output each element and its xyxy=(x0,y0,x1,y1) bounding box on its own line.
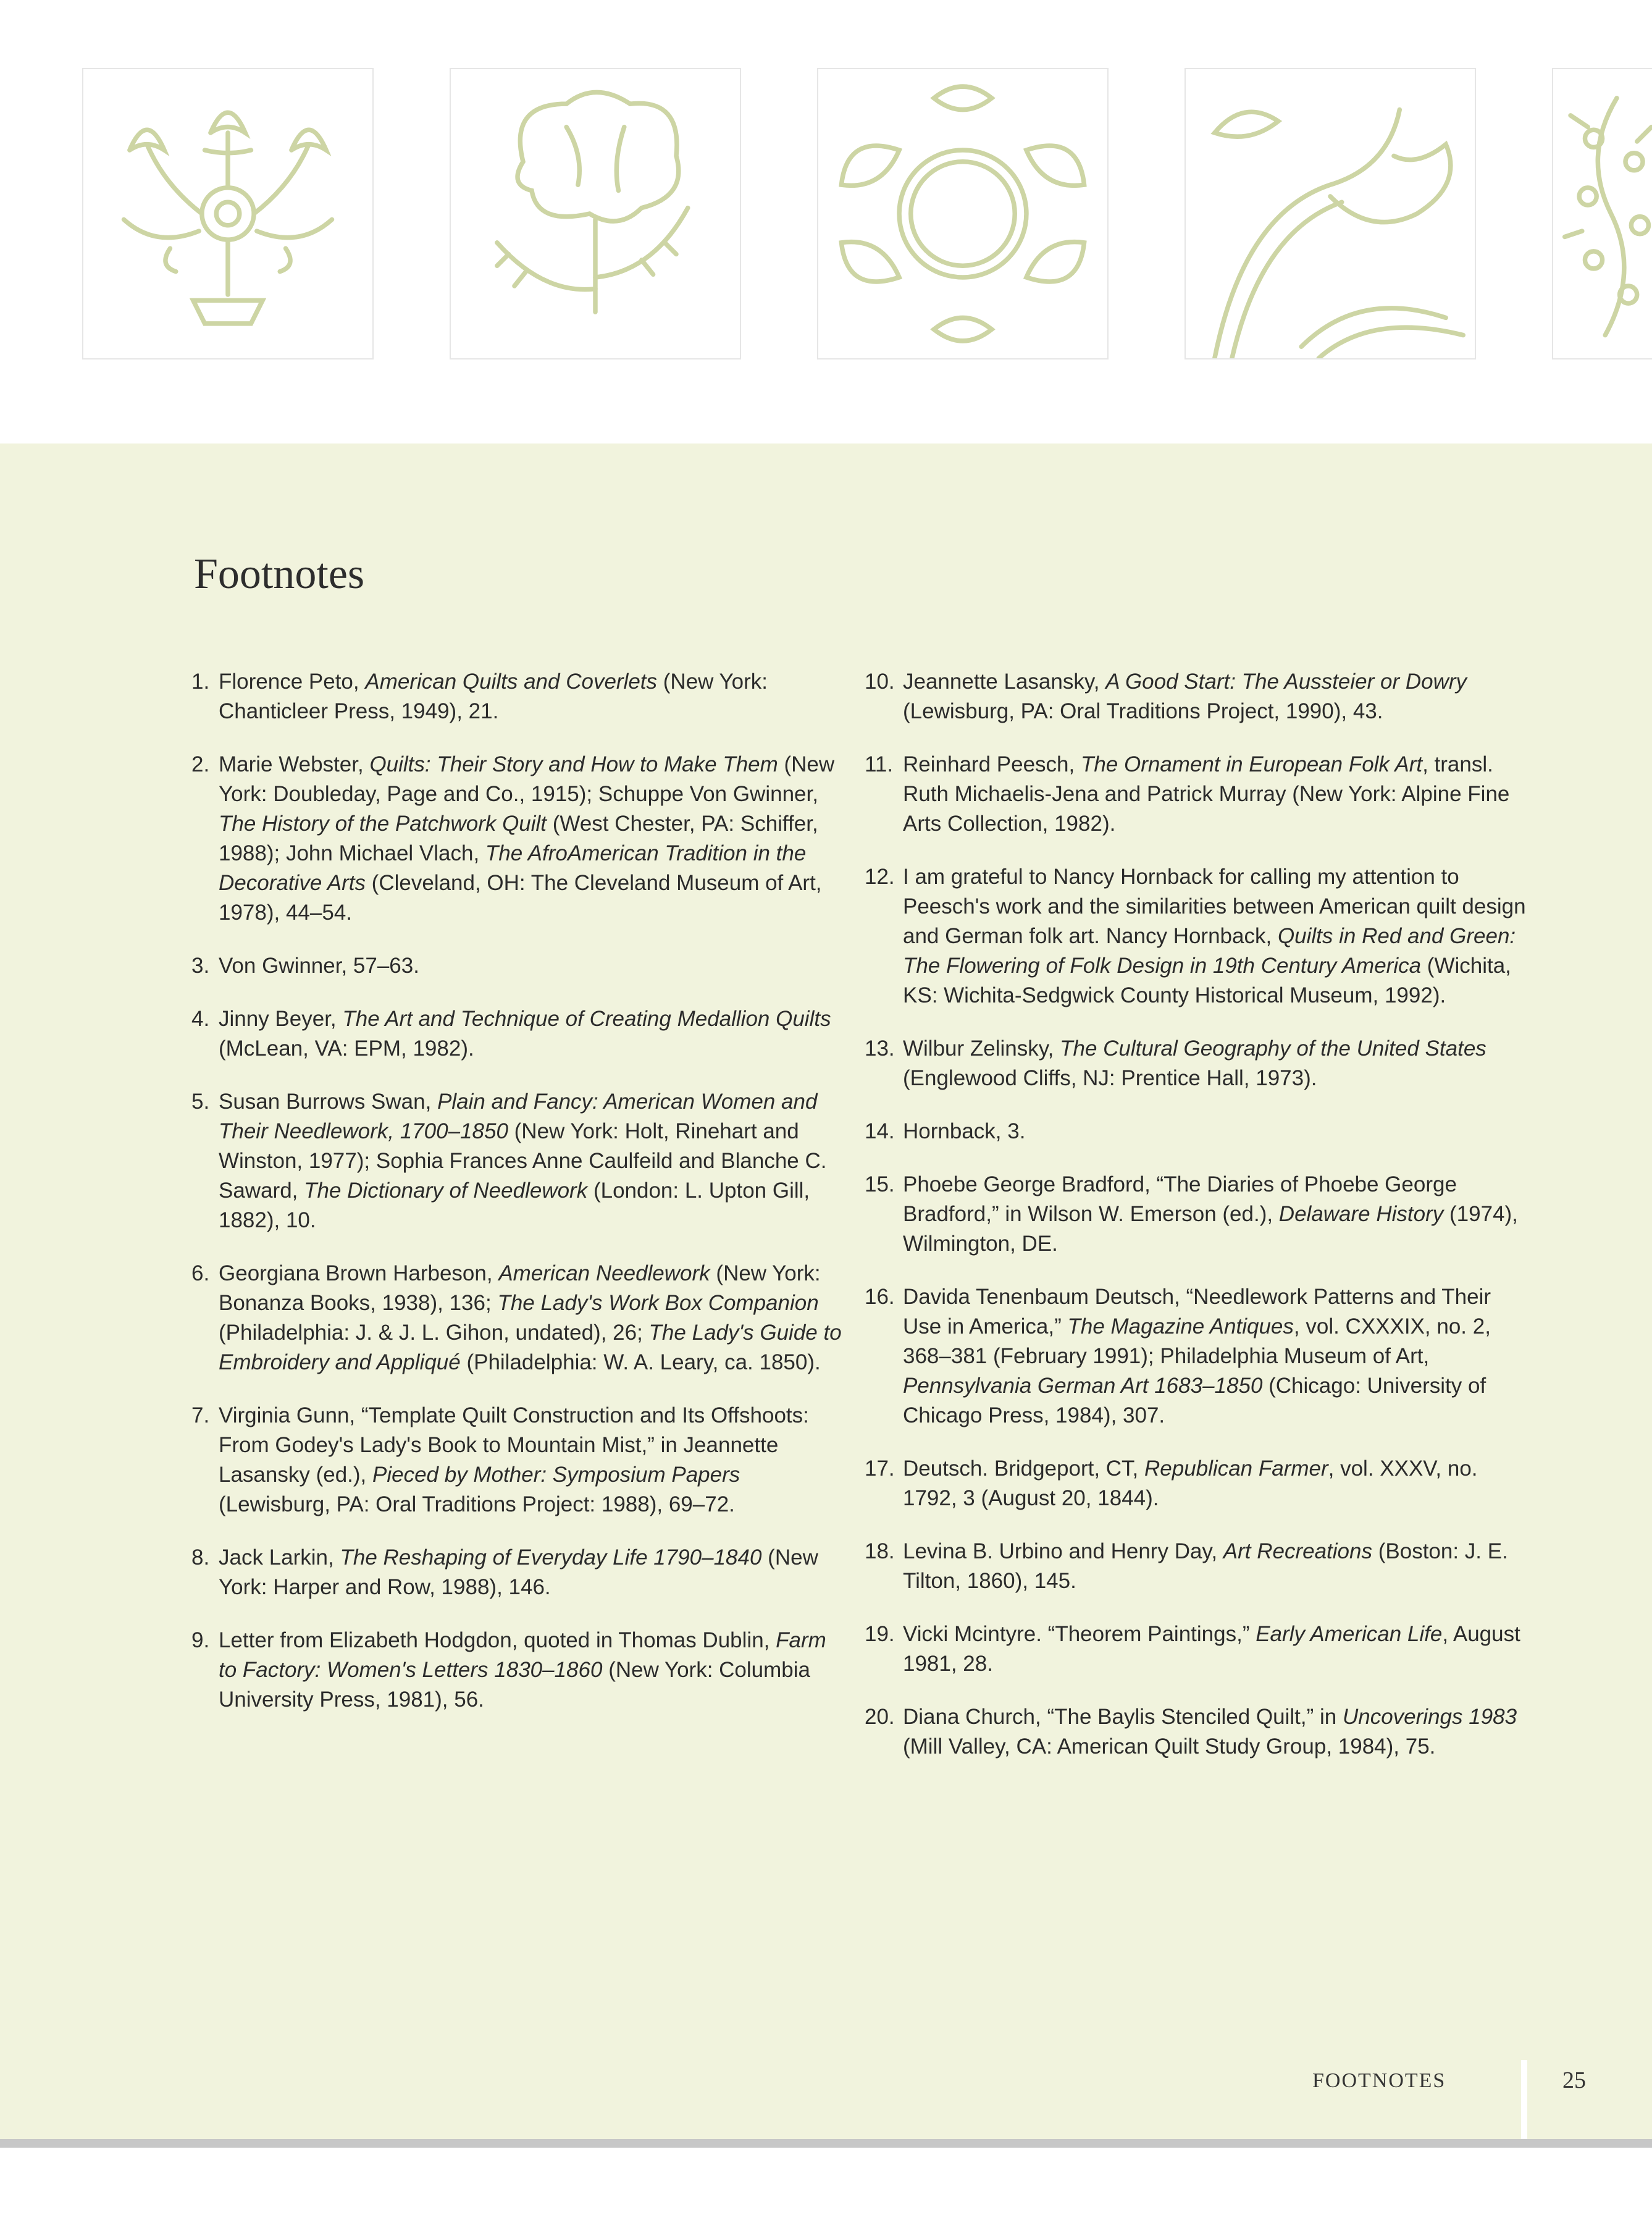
footnote-title: American Needlework xyxy=(498,1261,710,1285)
bottom-margin xyxy=(0,2148,1652,2236)
footnote-text: I am grateful to Nancy Hornback for calling my attention to Peesch's work and the similarities between American quilt design and German folk art. Nancy Hornback, xyxy=(903,865,1526,948)
footnote-text: (Cleveland, OH: The Cleveland Museum of Art, 1978), 44–54. xyxy=(219,871,822,925)
footer-divider xyxy=(1521,2060,1527,2139)
footnote-text: (Chicago: University of Chicago Press, 1984), 307. xyxy=(903,1374,1486,1427)
footnote-title: Pennsylvania German Art 1683–1850 xyxy=(903,1374,1263,1398)
footnote-title: Art Recreations xyxy=(1223,1539,1372,1563)
footnote-number: 4. xyxy=(191,1007,210,1031)
footnote-text: Hornback, 3. xyxy=(903,1119,1026,1143)
footnote-text: Wilbur Zelinsky, xyxy=(903,1036,1060,1061)
footnote-text: Von Gwinner, 57–63. xyxy=(219,954,419,978)
footnote-text: (New York: Holt, Rinehart and Winston, 1977); Sophia Frances Anne Caulfeild and Blanche C. Saward, xyxy=(219,1119,827,1203)
footnote-text: (New York: Bonanza Books, 1938), 136; xyxy=(219,1261,821,1315)
footnote-text: (McLean, VA: EPM, 1982). xyxy=(219,1036,474,1061)
footnote-item xyxy=(191,667,849,726)
footnote-text: (New York: Harper and Row, 1988), 146. xyxy=(219,1545,818,1599)
footnote-number: 2. xyxy=(191,752,210,776)
footnote-text: (Philadelphia: W. A. Leary, ca. 1850). xyxy=(460,1350,821,1374)
footnote-text: (1974), Wilmington, DE. xyxy=(903,1202,1518,1256)
footnote-number: 6. xyxy=(191,1261,210,1285)
footnote-number: 3. xyxy=(191,954,210,978)
footnote-title: Quilts in Red and Green: The Flowering of Folk Design in 19th Century America xyxy=(903,924,1516,978)
footnote-text: Virginia Gunn, “Template Quilt Construction and Its Offshoots: From Godey's Lady's Book to Mountain Mist,” in Jeannette Lasansky (ed.), xyxy=(219,1403,809,1487)
footnote-text: , vol. CXXXIX, no. 2, 368–381 (February 1991); Philadelphia Museum of Art, xyxy=(903,1314,1491,1368)
page-number: 25 xyxy=(1562,2067,1586,2093)
footnote-text: Georgiana Brown Harbeson, xyxy=(219,1261,499,1285)
footnote-number: 9. xyxy=(191,1628,210,1652)
footnote-item xyxy=(865,1034,1535,1093)
footnote-item xyxy=(865,667,1535,726)
footnote-text: Phoebe George Bradford, “The Diaries of Phoebe George Bradford,” in Wilson W. Emerson (ed.), xyxy=(903,1172,1457,1226)
footnote-text: Reinhard Peesch, xyxy=(903,752,1081,776)
tulip-flower-quilt-pattern-icon xyxy=(450,68,741,359)
circle-leaf-wreath-quilt-pattern-icon xyxy=(817,68,1109,359)
footnote-item xyxy=(865,1537,1535,1596)
footnote-title: American Quilts and Coverlets xyxy=(365,670,658,694)
bottom-rule xyxy=(0,2139,1652,2148)
footnote-text: Jinny Beyer, xyxy=(219,1007,343,1031)
footnote-text: Jeannette Lasansky, xyxy=(903,670,1106,694)
footnote-text: Levina B. Urbino and Henry Day, xyxy=(903,1539,1223,1563)
vine-berry-quilt-pattern-icon xyxy=(1552,68,1652,359)
footnote-number: 13. xyxy=(865,1036,895,1061)
footnote-item xyxy=(191,1259,849,1377)
footnote-item xyxy=(191,951,849,981)
footnotes-column-right xyxy=(865,667,1535,1785)
footnote-title: The History of the Patchwork Quilt xyxy=(219,812,547,836)
footnote-title: The Lady's Guide to Embroidery and Appliqué xyxy=(219,1321,842,1374)
pattern-strip xyxy=(0,0,1652,443)
footnote-text: (Lewisburg, PA: Oral Traditions Project, 1990), 43. xyxy=(903,699,1383,723)
floral-vase-quilt-pattern-icon xyxy=(82,68,374,359)
footnote-number: 12. xyxy=(865,865,895,889)
footnote-title: Farm to Factory: Women's Letters 1830–1860 xyxy=(219,1628,826,1682)
footnote-text: (Philadelphia: J. & J. L. Gihon, undated), 26; xyxy=(219,1321,649,1345)
footnote-text: (Wichita, KS: Wichita-Sedgwick County Historical Museum, 1992). xyxy=(903,954,1511,1007)
footnote-text: (London: L. Upton Gill, 1882), 10. xyxy=(219,1179,810,1232)
footnote-title: Early American Life xyxy=(1256,1622,1443,1646)
footnote-number: 16. xyxy=(865,1285,895,1309)
footnote-item xyxy=(865,750,1535,839)
footnote-title: Quilts: Their Story and How to Make Them xyxy=(369,752,778,776)
footnote-text: , August 1981, 28. xyxy=(903,1622,1520,1676)
footnote-number: 20. xyxy=(865,1705,895,1729)
footnote-text: Jack Larkin, xyxy=(219,1545,340,1570)
footnote-title: Plain and Fancy: American Women and Their Needlework, 1700–1850 xyxy=(219,1090,818,1143)
footnote-title: A Good Start: The Aussteier or Dowry xyxy=(1105,670,1467,694)
footnote-text: Vicki Mcintyre. “Theorem Paintings,” xyxy=(903,1622,1256,1646)
footnote-number: 15. xyxy=(865,1172,895,1196)
footnote-title: Uncoverings 1983 xyxy=(1342,1705,1517,1729)
footnote-item xyxy=(865,1117,1535,1146)
footnote-item xyxy=(191,1087,849,1235)
footnote-text: (West Chester, PA: Schiffer, 1988); John Michael Vlach, xyxy=(219,812,818,865)
footnote-title: The Lady's Work Box Companion xyxy=(497,1291,819,1315)
footnote-title: Delaware History xyxy=(1278,1202,1444,1226)
footnote-text: Deutsch. Bridgeport, CT, xyxy=(903,1456,1144,1481)
footnote-number: 18. xyxy=(865,1539,895,1563)
footnote-item xyxy=(191,1626,849,1715)
page-title: Footnotes xyxy=(194,550,365,598)
footnote-item xyxy=(865,1170,1535,1259)
footnote-item xyxy=(191,750,849,928)
footnote-text: , vol. XXXV, no. 1792, 3 (August 20, 1844). xyxy=(903,1456,1478,1510)
footnote-item xyxy=(865,1282,1535,1431)
footnote-number: 7. xyxy=(191,1403,210,1427)
footnote-title: The Magazine Antiques xyxy=(1067,1314,1294,1339)
footnote-text: Susan Burrows Swan, xyxy=(219,1090,438,1114)
footnote-text: Diana Church, “The Baylis Stenciled Quilt,” in xyxy=(903,1705,1343,1729)
footnote-text: (New York: Columbia University Press, 1981), 56. xyxy=(219,1658,811,1712)
footnote-text: Florence Peto, xyxy=(219,670,366,694)
footnote-number: 17. xyxy=(865,1456,895,1481)
footnote-item xyxy=(191,1543,849,1602)
footnote-number: 19. xyxy=(865,1622,895,1646)
footnote-title: Republican Farmer xyxy=(1144,1456,1328,1481)
footnote-title: Pieced by Mother: Symposium Papers xyxy=(372,1463,740,1487)
footnote-item xyxy=(191,1004,849,1064)
footnote-title: The Cultural Geography of the United States xyxy=(1060,1036,1486,1061)
footnote-number: 10. xyxy=(865,670,895,694)
footnote-number: 11. xyxy=(865,752,894,776)
footnote-number: 14. xyxy=(865,1119,895,1143)
curved-stem-lily-quilt-pattern-icon xyxy=(1184,68,1476,359)
footnote-title: The AfroAmerican Tradition in the Decorative Arts xyxy=(219,841,807,895)
footnote-item xyxy=(865,1454,1535,1513)
footnote-text: (Boston: J. E. Tilton, 1860), 145. xyxy=(903,1539,1508,1593)
footnote-title: The Dictionary of Needlework xyxy=(304,1179,588,1203)
footnote-title: The Art and Technique of Creating Medallion Quilts xyxy=(342,1007,831,1031)
footnote-item xyxy=(865,1702,1535,1762)
footnote-number: 1. xyxy=(191,670,210,694)
footnote-title: The Ornament in European Folk Art xyxy=(1080,752,1423,776)
footnote-text: , transl. Ruth Michaelis-Jena and Patrick Murray (New York: Alpine Fine Arts Collection, 1982). xyxy=(903,752,1510,836)
footnote-number: 5. xyxy=(191,1090,210,1114)
footnote-text: (New York: Doubleday, Page and Co., 1915); Schuppe Von Gwinner, xyxy=(219,752,835,806)
footnote-number: 8. xyxy=(191,1545,210,1570)
footnote-text: (Mill Valley, CA: American Quilt Study Group, 1984), 75. xyxy=(903,1734,1436,1759)
footnote-item xyxy=(191,1401,849,1519)
footnote-text: (Englewood Cliffs, NJ: Prentice Hall, 1973). xyxy=(903,1066,1317,1090)
footnote-text: Marie Webster, xyxy=(219,752,370,776)
footnote-text: (Lewisburg, PA: Oral Traditions Project: 1988), 69–72. xyxy=(219,1492,735,1516)
footnote-item xyxy=(865,1620,1535,1679)
footnote-item xyxy=(865,862,1535,1011)
footnotes-column-left xyxy=(191,667,849,1738)
footer-section-label: FOOTNOTES xyxy=(1312,2069,1446,2092)
footnote-text: (New York: Chanticleer Press, 1949), 21. xyxy=(219,670,768,723)
footnote-text: Davida Tenenbaum Deutsch, “Needlework Patterns and Their Use in America,” xyxy=(903,1285,1491,1339)
footnote-text: Letter from Elizabeth Hodgdon, quoted in Thomas Dublin, xyxy=(219,1628,776,1652)
footnote-title: The Reshaping of Everyday Life 1790–1840 xyxy=(340,1545,762,1570)
